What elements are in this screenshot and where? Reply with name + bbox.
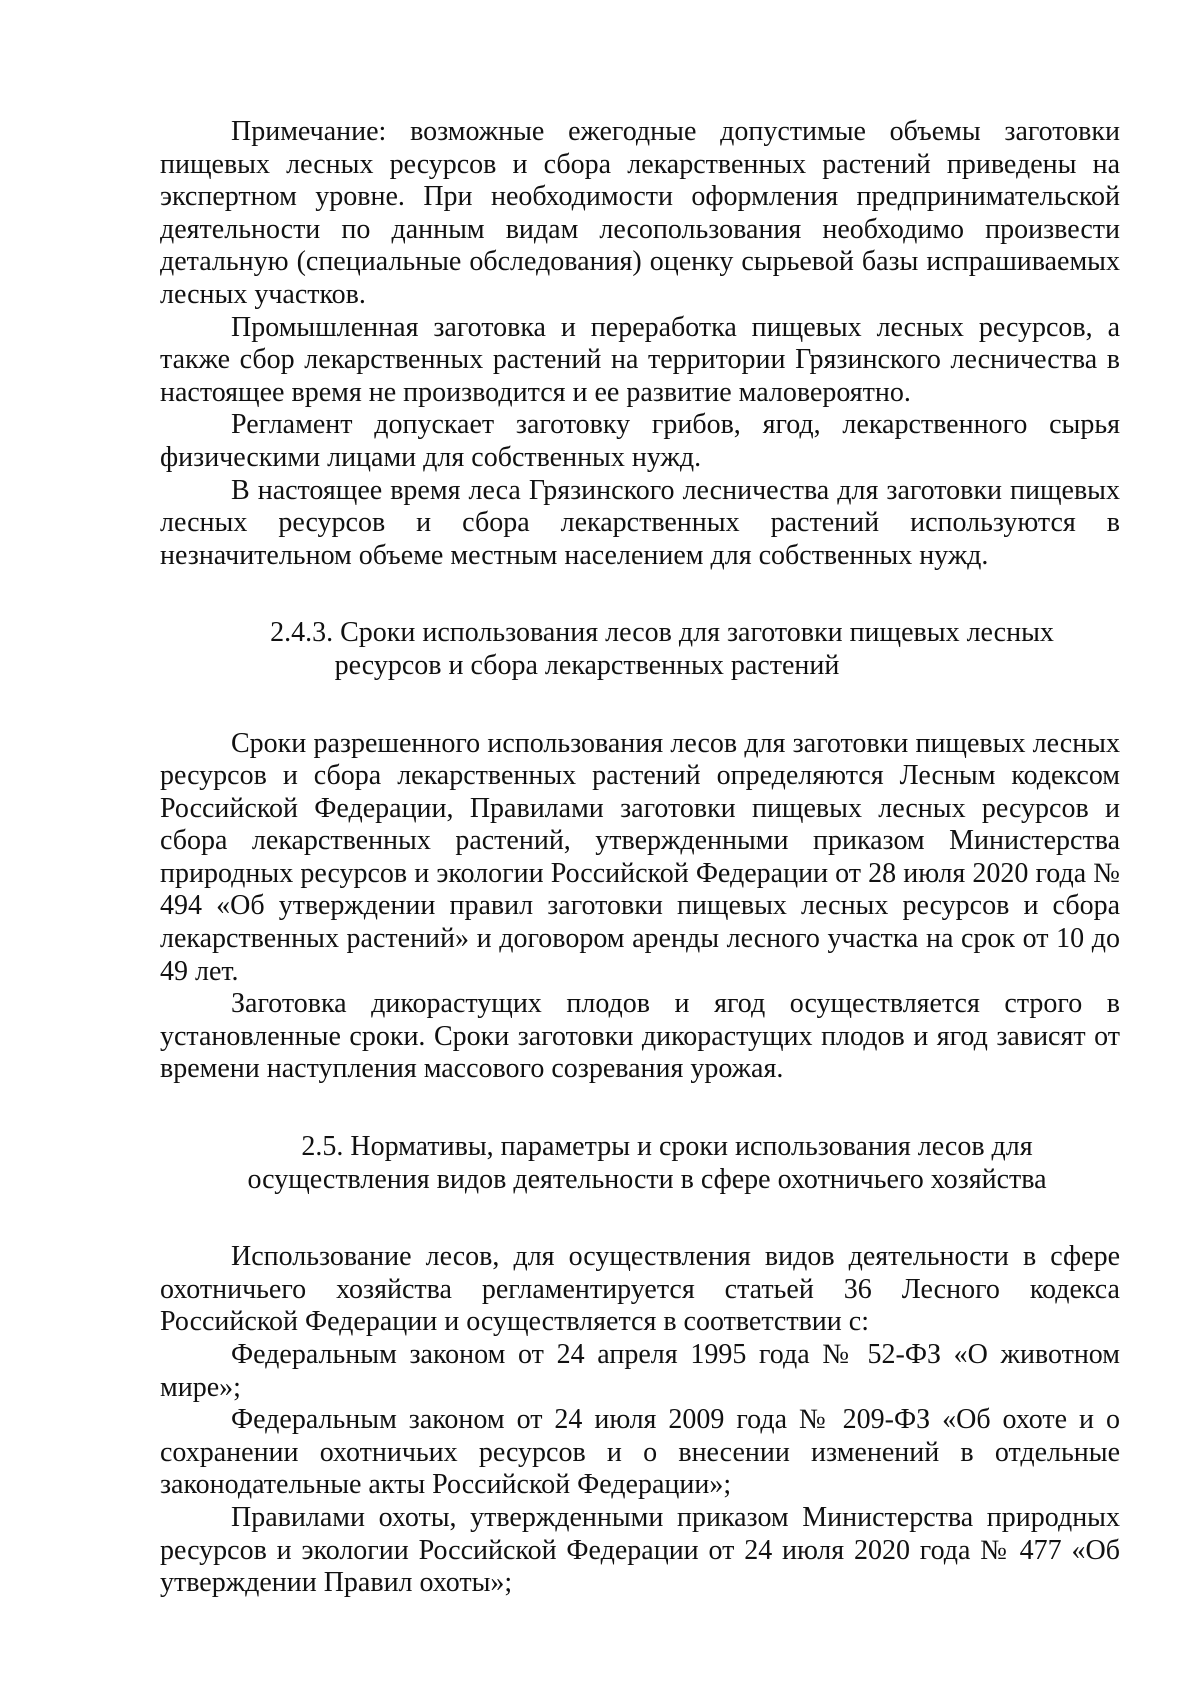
section-heading-2-5-line1: 2.5. Нормативы, параметры и сроки использования лесов для [301, 1131, 1033, 1163]
section-heading-2-5-line2: осуществления видов деятельности в сфере охотничьего хозяйства [247, 1163, 1047, 1195]
paragraph-current-use: В настоящее время леса Грязинского лесничества для заготовки пищевых лесных ресурсов и сбора лекарственных растений используются в незначительном объеме местным населением для собственных нужд. [160, 474, 1120, 571]
section-heading-2-4-3 [160, 617, 1120, 682]
paragraph-regulation-allowance: Регламент допускает заготовку грибов, ягод, лекарственного сырья физическими лицами для собственных нужд. [160, 409, 1120, 473]
section-heading-2-4-3-line1: 2.4.3. Сроки использования лесов для заготовки пищевых лесных [270, 617, 1054, 649]
document-page [160, 116, 1120, 1600]
paragraph-terms-of-use: Сроки разрешенного использования лесов для заготовки пищевых лесных ресурсов и сбора лекарственных растений определяются Лесным кодексом Российской Федерации, Правилами заготовки пищевых лесных ресурсов и сбора лекарственных растений, утвержденными приказом Министерства природных ресурсов и экологии Российской Федерации от 28 июля 2020 года № 494 «Об утверждении правил заготовки пищевых лесных ресурсов и сбора лекарственных растений» и договором аренды лесного участка на срок от 10 до 49 лет. [160, 727, 1120, 987]
paragraph-hunting-use: Использование лесов, для осуществления видов деятельности в сфере охотничьего хозяйства регламентируется статьей 36 Лесного кодекса Российской Федерации и осуществляется в соответствии с: [160, 1241, 1120, 1338]
paragraph-industrial-harvesting: Промышленная заготовка и переработка пищевых лесных ресурсов, а также сбор лекарственных растений на территории Грязинского лесничества в настоящее время не производится и ее развитие маловероятно. [160, 311, 1120, 408]
section-heading-2-4-3-line2: ресурсов и сбора лекарственных растений [334, 649, 840, 681]
section-heading-2-5 [160, 1131, 1120, 1196]
list-item-law-hunting: Федеральным законом от 24 июля 2009 года № 209-ФЗ «Об охоте и о сохранении охотничьих ресурсов и о внесении изменений в отдельные законодательные акты Российской Федерации»; [160, 1404, 1120, 1501]
paragraph-note: Примечание: возможные ежегодные допустимые объемы заготовки пищевых лесных ресурсов и сбора лекарственных растений приведены на экспертном уровне. При необходимости оформления предпринимательской деятельности по данным видам лесопользования необходимо произвести детальную (специальные обследования) оценку сырьевой базы испрашиваемых лесных участков. [160, 116, 1120, 310]
list-item-law-wildlife: Федеральным законом от 24 апреля 1995 года № 52-ФЗ «О животном мире»; [160, 1339, 1120, 1403]
paragraph-harvesting-terms: Заготовка дикорастущих плодов и ягод осуществляется строго в установленные сроки. Сроки заготовки дикорастущих плодов и ягод зависят от времени наступления массового созревания урожая. [160, 988, 1120, 1085]
list-item-hunting-rules: Правилами охоты, утвержденными приказом Министерства природных ресурсов и экологии Российской Федерации от 24 июля 2020 года № 477 «Об утверждении Правил охоты»; [160, 1501, 1120, 1599]
